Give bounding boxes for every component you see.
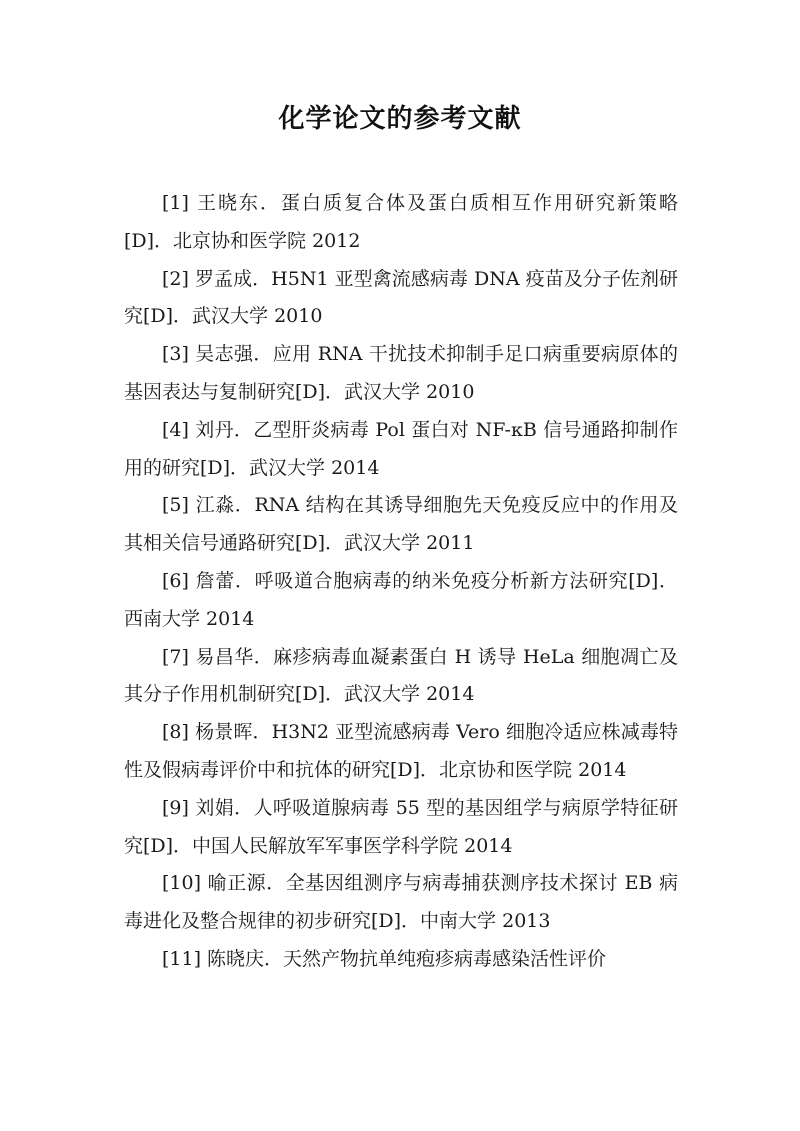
- reference-item: [1] 王晓东．蛋白质复合体及蛋白质相互作用研究新策略[D]．北京协和医学院 2012: [124, 192, 678, 252]
- reference-item: [4] 刘丹．乙型肝炎病毒 Pol 蛋白对 NF-κB 信号通路抑制作用的研究[D]．武汉大学 2014: [124, 418, 678, 479]
- reference-item: [8] 杨景晖．H3N2 亚型流感病毒 Vero 细胞冷适应株减毒特性及假病毒评价中和抗体的研究[D]．北京协和医学院 2014: [124, 721, 678, 781]
- reference-item: [2] 罗孟成．H5N1 亚型禽流感病毒 DNA 疫苗及分子佐剂研究[D]．武汉大学 2010: [124, 267, 678, 328]
- reference-item: [10] 喻正源．全基因组测序与病毒捕获测序技术探讨 EB 病毒进化及整合规律的初步研究[D]．中南大学 2013: [124, 872, 678, 933]
- reference-item: [3] 吴志强．应用 RNA 干扰技术抑制手足口病重要病原体的基因表达与复制研究[D]．武汉大学 2010: [124, 343, 678, 403]
- reference-item: [9] 刘娟．人呼吸道腺病毒 55 型的基因组学与病原学特征研究[D]．中国人民解放军军事医学科学院 2014: [124, 796, 678, 857]
- reference-item: [6] 詹蕾．呼吸道合胞病毒的纳米免疫分析新方法研究[D]．西南大学 2014: [124, 569, 678, 630]
- reference-item: [7] 易昌华．麻疹病毒血凝素蛋白 H 诱导 HeLa 细胞凋亡及其分子作用机制研究[D]．武汉大学 2014: [124, 645, 678, 706]
- reference-list: [124, 185, 678, 979]
- reference-item: [11] 陈晓庆．天然产物抗单纯疱疹病毒感染活性评价: [162, 947, 607, 970]
- document-title: 化学论文的参考文献: [278, 104, 522, 134]
- reference-item: [5] 江淼．RNA 结构在其诱导细胞先天免疫反应中的作用及其相关信号通路研究[D]．武汉大学 2011: [124, 494, 678, 555]
